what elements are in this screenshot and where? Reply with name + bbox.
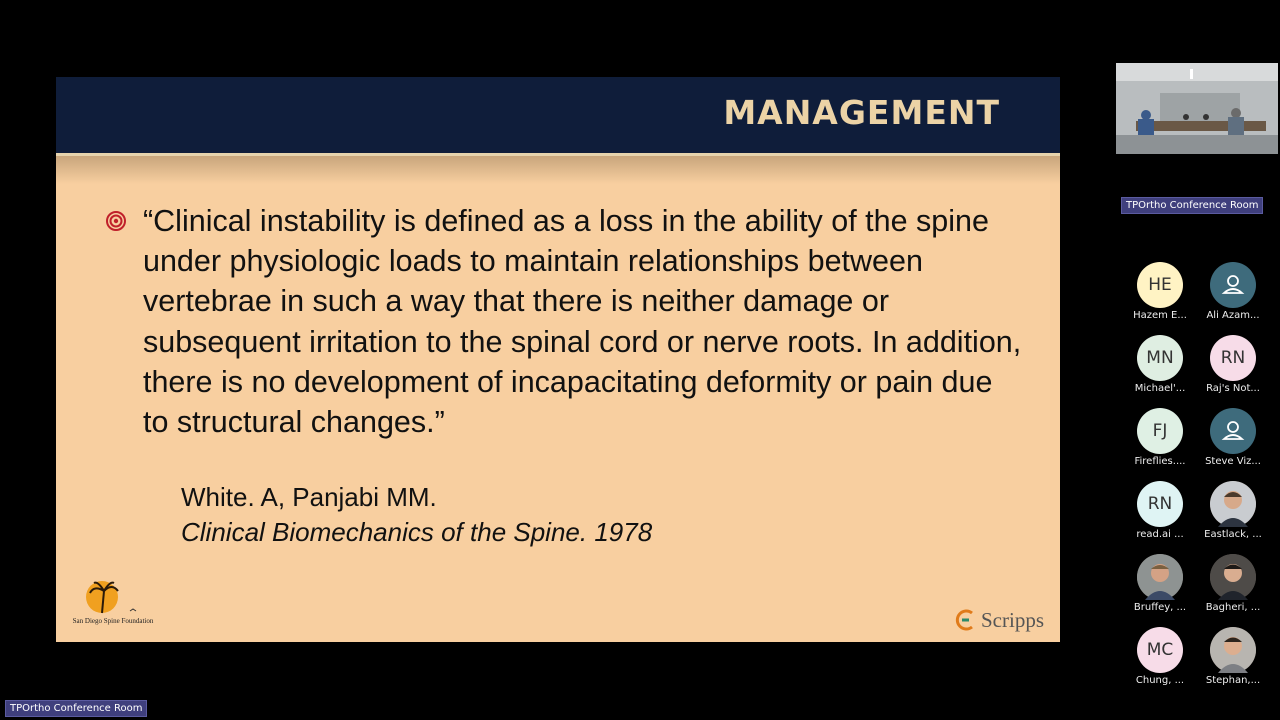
participant-name: Stephan,... (1205, 675, 1261, 686)
participant-name: read.ai ... (1136, 529, 1184, 540)
participant-tile[interactable] (1198, 481, 1268, 540)
participant-name: Chung, ... (1135, 675, 1185, 686)
person-photo-icon (1137, 554, 1183, 600)
scripps-logo (953, 607, 1044, 633)
citation-author: White. A, Panjabi MM. (181, 482, 437, 512)
target-bullet-icon (106, 211, 126, 231)
participant-tile[interactable] (1125, 408, 1195, 467)
avatar: MN (1137, 335, 1183, 381)
participant-name: Ali Azam... (1206, 310, 1260, 321)
participant-tile[interactable] (1198, 335, 1268, 394)
avatar: RN (1210, 335, 1256, 381)
profile-photo (1210, 627, 1256, 673)
avatar: RN (1137, 481, 1183, 527)
participant-tile[interactable] (1125, 335, 1195, 394)
profile-photo (1210, 481, 1256, 527)
citation-book: Clinical Biomechanics of the Spine. 1978 (181, 517, 653, 547)
avatar: HE (1137, 262, 1183, 308)
participant-tile[interactable] (1198, 554, 1268, 613)
participant-name: Raj's Not... (1206, 383, 1260, 394)
participant-name: Steve Viz... (1205, 456, 1261, 467)
person-photo-icon (1210, 481, 1256, 527)
participant-tile[interactable] (1125, 481, 1195, 540)
participant-tile[interactable] (1198, 262, 1268, 321)
avatar: MC (1137, 627, 1183, 673)
profile-photo (1210, 554, 1256, 600)
slide-header (56, 77, 1060, 156)
person-photo-icon (1210, 627, 1256, 673)
participant-tile[interactable] (1125, 627, 1195, 686)
sdsf-logo-text: San Diego Spine Foundation (72, 617, 154, 625)
participant-tile[interactable] (1198, 408, 1268, 467)
palm-sun-icon (68, 577, 158, 617)
scripps-swirl-icon (953, 608, 977, 632)
participant-tile[interactable] (1125, 554, 1195, 613)
participant-name: Hazem E... (1133, 310, 1187, 321)
avatar (1210, 262, 1256, 308)
participant-name: Eastlack, ... (1204, 529, 1262, 540)
participant-name: Fireflies.... (1134, 456, 1186, 467)
participant-name: Bagheri, ... (1205, 602, 1261, 613)
san-diego-spine-foundation-logo (68, 577, 154, 635)
avatar: FJ (1137, 408, 1183, 454)
person-icon (1220, 272, 1246, 298)
scripps-logo-text: Scripps (981, 607, 1044, 632)
header-shadow (56, 156, 1060, 184)
conference-room-video[interactable] (1116, 63, 1278, 154)
participant-tile[interactable] (1125, 262, 1195, 321)
shared-slide (56, 77, 1060, 642)
quote-text: “Clinical instability is defined as a loss in the ability of the spine under physiologic loads to maintain relationships between vertebrae in such a way that there is neither damage or subsequent irritation to the spinal cord or nerve roots. In addition, there is no development of incapacitating deformity or pain due to structural changes.” (143, 204, 1022, 440)
avatar (1210, 408, 1256, 454)
conference-room-scene (1116, 63, 1278, 154)
person-photo-icon (1210, 554, 1256, 600)
room-name-tag: TPOrtho Conference Room (1121, 197, 1263, 214)
slide-title: MANAGEMENT (723, 93, 1000, 132)
person-icon (1220, 418, 1246, 444)
profile-photo (1137, 554, 1183, 600)
active-speaker-name-tag: TPOrtho Conference Room (5, 700, 147, 717)
participant-tile[interactable] (1198, 627, 1268, 686)
participant-name: Bruffey, ... (1133, 602, 1187, 613)
participant-name: Michael'... (1134, 383, 1186, 394)
